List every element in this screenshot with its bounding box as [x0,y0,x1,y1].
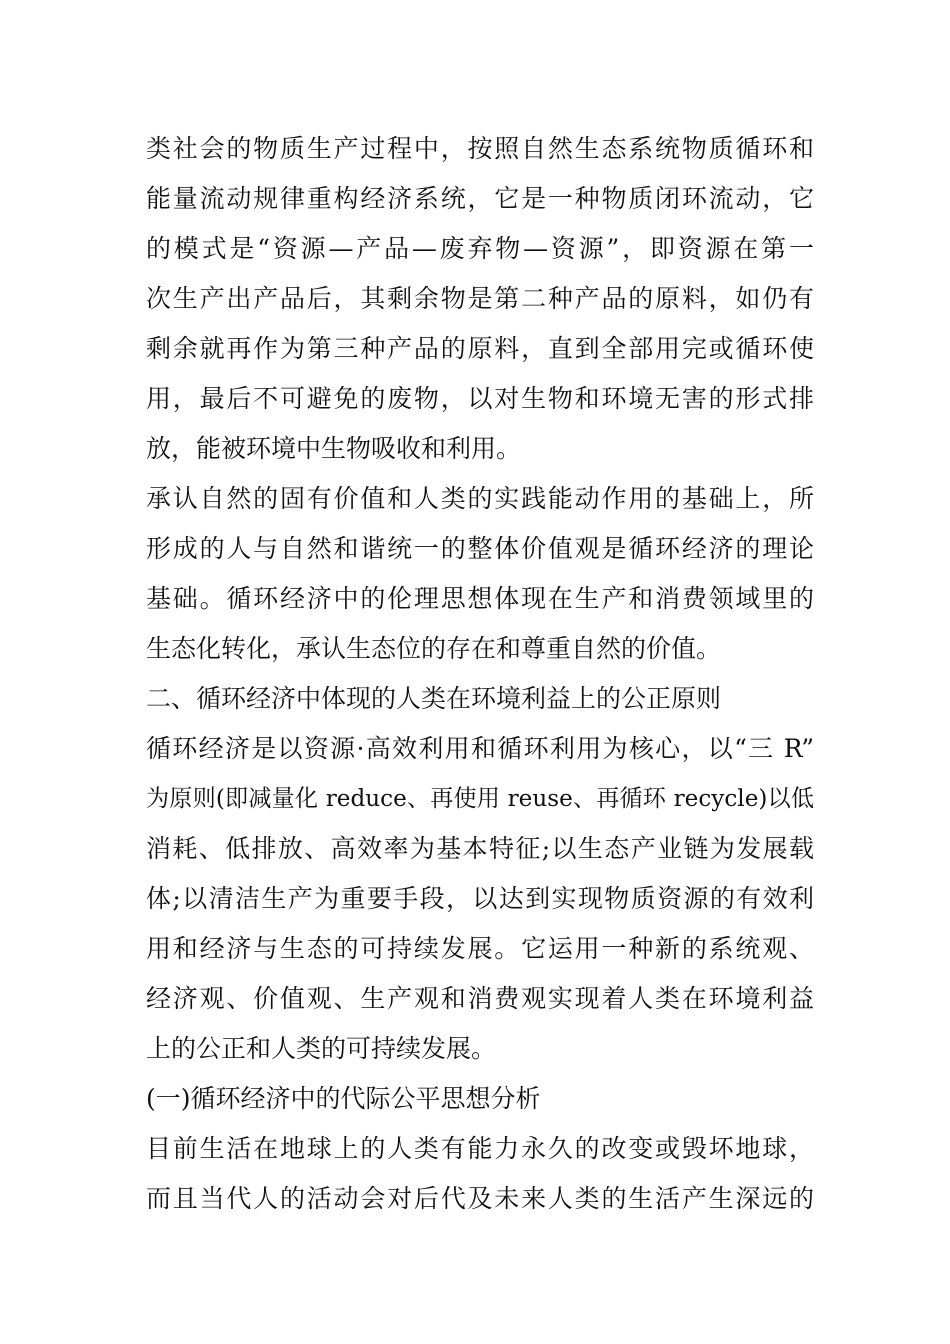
text-line: 体;以清洁生产为重要手段，以达到实现物质资源的有效利 [146,884,814,913]
text-line: 类社会的物质生产过程中，按照自然生态系统物质循环和 [146,134,814,163]
text-line: 用和经济与生态的可持续发展。它运用一种新的系统观、 [146,934,814,963]
text-line: 用，最后不可避免的废物，以对生物和环境无害的形式排 [146,384,814,413]
text-line: 而且当代人的活动会对后代及未来人类的生活产生深远的 [146,1184,814,1213]
text-line: 消耗、低排放、高效率为基本特征;以生态产业链为发展载 [146,834,814,863]
text-line: 的模式是“资源—产品—废弃物—资源”，即资源在第一 [146,234,814,263]
subsection-heading: (一)循环经济中的代际公平思想分析 [146,1084,541,1113]
section-heading: 二、循环经济中体现的人类在环境利益上的公正原则 [146,684,722,713]
text-line: 放，能被环境中生物吸收和利用。 [146,434,522,463]
document-body [146,124,814,1224]
text-line: 形成的人与自然和谐统一的整体价值观是循环经济的理论 [146,534,814,563]
text-line: 上的公正和人类的可持续发展。 [146,1034,497,1063]
text-line: 生态化转化，承认生态位的存在和尊重自然的价值。 [146,634,722,663]
text-line: 循环经济是以资源·高效利用和循环利用为核心，以“三 R” [146,734,814,763]
text-line: 为原则(即减量化 reduce、再使用 reuse、再循环 recycle)以低 [146,786,814,812]
text-line: 次生产出产品后，其剩余物是第二种产品的原料，如仍有 [146,284,814,313]
text-line: 能量流动规律重构经济系统，它是一种物质闭环流动，它 [146,184,814,213]
text-line: 剩余就再作为第三种产品的原料，直到全部用完或循环使 [146,334,814,363]
text-line: 经济观、价值观、生产观和消费观实现着人类在环境利益 [146,984,814,1013]
text-line: 基础。循环经济中的伦理思想体现在生产和消费领域里的 [146,584,814,613]
text-line: 承认自然的固有价值和人类的实践能动作用的基础上，所 [146,484,814,513]
text-line: 目前生活在地球上的人类有能力永久的改变或毁坏地球， [146,1134,814,1163]
